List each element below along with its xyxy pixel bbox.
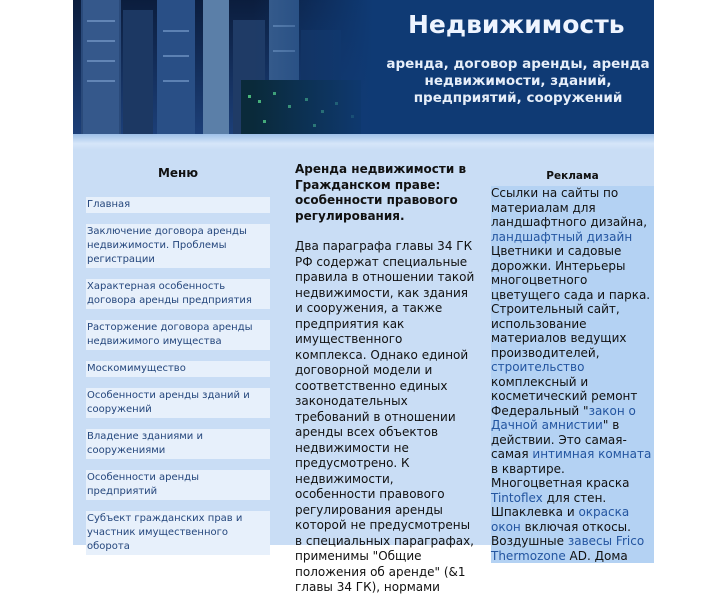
site-subtitle: аренда, договор аренды, аренда недвижимости, зданий, предприятий, сооружений [386,56,650,106]
menu-item-enterprise-lease[interactable]: Особенности аренды предприятий [86,470,270,500]
ads-title: Реклама [546,170,599,182]
ad-link-construction[interactable]: строительство [491,360,585,374]
menu-item-contract-termination[interactable]: Расторжение договора аренды недвижимого имущества [86,320,270,350]
menu-item-civil-rights-subject[interactable]: Субъект гражданских прав и участник имущественного оборота [86,511,270,555]
ad-link-landscape-design[interactable]: ландшафтный дизайн [491,229,633,244]
ad-link-tintoflex[interactable]: Tintoflex [491,490,543,505]
ads-text-3: комплексный и косметический ремонт Федеральный " [491,374,638,418]
menu-title: Меню [157,166,199,180]
ads-column [491,170,654,563]
main-content [295,162,475,596]
menu-item-moskomimushchestvo[interactable]: Москомимущество [86,361,270,377]
menu-column [73,150,283,552]
menu-item-building-lease[interactable]: Особенности аренды зданий и сооружений [86,388,270,418]
city-skyline-image [73,0,373,134]
menu-item-enterprise-lease-feature[interactable]: Характерная особенность договора аренды предприятия [86,279,270,309]
menu-item-building-ownership[interactable]: Владение зданиями и сооружениями [86,429,270,459]
ads-text-7: включая откосы. Воздушные [491,519,631,548]
ad-link-frico-curtains[interactable]: завесы Frico Thermozone [491,534,645,563]
site-title: Недвижимость [408,10,625,39]
ads-text [491,186,654,563]
ads-text-8: AD. Дома [565,548,628,563]
page [73,0,654,594]
header-banner [73,0,654,134]
menu-item-contract-conclusion[interactable]: Заключение договора аренды недвижимости. Проблемы регистрации [86,224,270,268]
article-heading: Аренда недвижимости в Гражданском праве: особенности правового регулирования. [295,162,467,223]
ad-link-intimate-room[interactable]: интимная комната [532,447,652,461]
article-body: Два параграфа главы 34 ГК РФ содержат специальные правила в отношении такой недвижимости, как здания и сооружения, а также предприятия как имущественного комплекса. Однако единой договорной модели и соответственно единых законодательных требований в отношении аренды всех объектов недвижимости не предусмотрено. К недвижимости, особенности правового регулирования аренды которой не предусмотрены в специальных параграфах, применимы "Общие положения об аренде" (&1 главы 34 ГК), нормами [295,239,475,594]
menu-item-home[interactable]: Главная [86,197,270,213]
ads-text-5: в квартире. Многоцветная краска [491,461,630,490]
ad-link-window-painting[interactable]: окраска окон [491,505,630,534]
ads-text-2: Цветники и садовые дорожки. Интерьеры многоцветного цветущего сада и парка. Строительный сайт, использование материалов ведущих производителей, [491,244,651,360]
ad-link-dacha-amnesty[interactable]: закон о Дачной амнистии [491,403,636,432]
ads-text-4: " в действии. Это самая-самая [491,418,627,461]
ads-text-6: для стен. Шпаклевка и [491,490,607,519]
header-divider [73,134,654,150]
ads-text-1: Ссылки на сайты по материалам для ландшафтного дизайна, [491,186,648,229]
